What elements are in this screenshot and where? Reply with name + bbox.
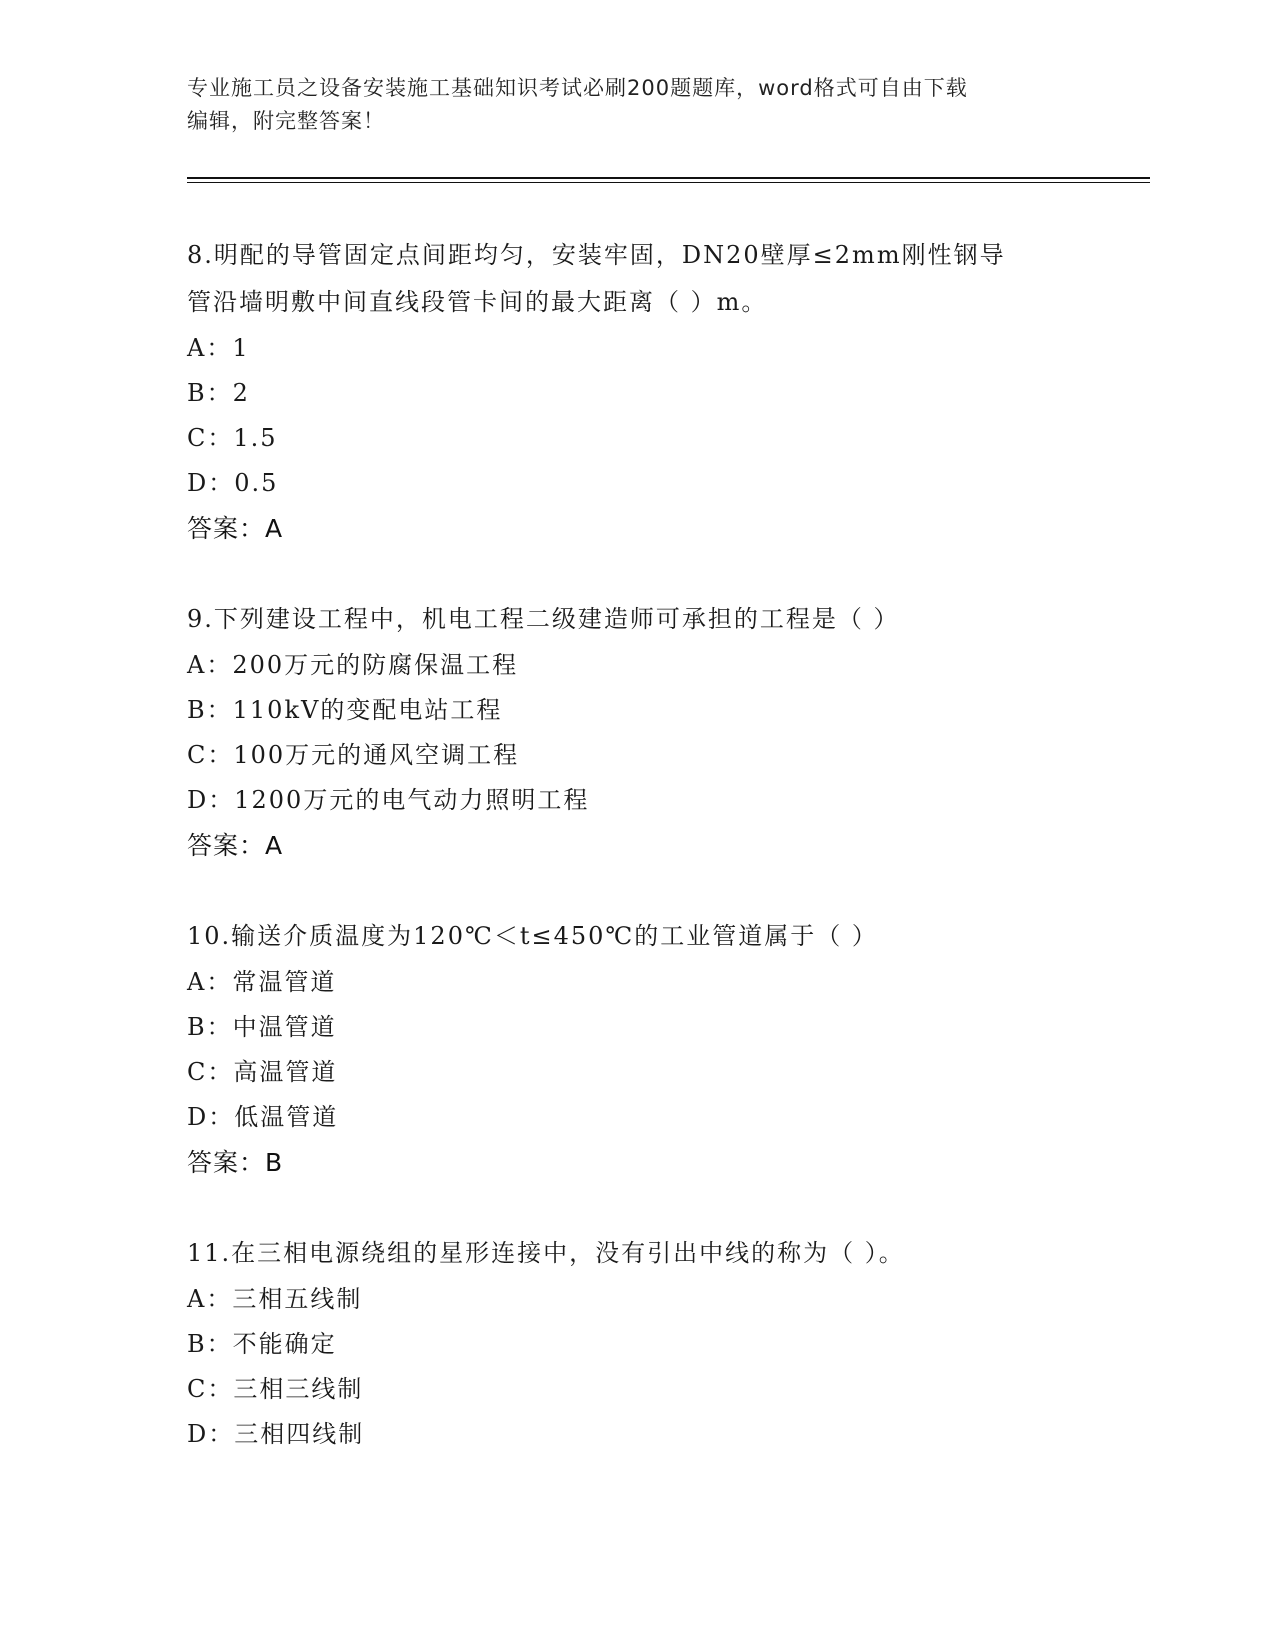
option-value: 2 xyxy=(232,379,250,407)
question-text-line-1: 11.在三相电源绕组的星形连接中，没有引出中线的称为（ ）。 xyxy=(187,1239,905,1267)
option-key: D： xyxy=(187,786,235,814)
option-key: C： xyxy=(187,741,234,769)
option-value: 三相三线制 xyxy=(233,1375,364,1403)
option-value: 三相五线制 xyxy=(232,1285,363,1313)
option-value: 110kV的变配电站工程 xyxy=(232,696,503,724)
option-a xyxy=(187,1277,1087,1322)
option-key: A： xyxy=(187,968,233,996)
option-key: D： xyxy=(187,1103,235,1131)
question-text-line-1: 8.明配的导管固定点间距均匀，安装牢固，DN20壁厚≤2mm刚性钢导 xyxy=(187,241,1006,269)
option-key: B： xyxy=(187,1330,233,1358)
option-value: 100万元的通风空调工程 xyxy=(233,741,520,769)
option-key: B： xyxy=(187,1013,233,1041)
option-value: 0.5 xyxy=(234,469,279,497)
header-divider-thick xyxy=(187,177,1150,179)
document-header xyxy=(187,72,1087,138)
option-key: B： xyxy=(187,696,233,724)
option-b xyxy=(187,1005,1087,1050)
option-key: A： xyxy=(187,1285,233,1313)
answer-label: 答案：A xyxy=(187,831,284,860)
header-line-1: 专业施工员之设备安装施工基础知识考试必刷200题题库，word格式可自由下载 xyxy=(187,76,968,100)
option-c xyxy=(187,1050,1087,1095)
option-key: C： xyxy=(187,1058,234,1086)
option-a xyxy=(187,960,1087,1005)
header-divider-thin xyxy=(187,182,1150,183)
question-11 xyxy=(187,1230,1087,1457)
option-b xyxy=(187,688,1087,733)
option-d xyxy=(187,1095,1087,1140)
option-key: A： xyxy=(187,334,233,362)
option-key: C： xyxy=(187,1375,234,1403)
option-c xyxy=(187,416,1087,461)
option-key: D： xyxy=(187,469,235,497)
question-8 xyxy=(187,232,1087,552)
option-key: B： xyxy=(187,379,233,407)
question-text-line-1: 9.下列建设工程中，机电工程二级建造师可承担的工程是（ ） xyxy=(187,605,900,633)
option-key: D： xyxy=(187,1420,235,1448)
answer-label: 答案：A xyxy=(187,514,284,543)
option-value: 三相四线制 xyxy=(234,1420,365,1448)
option-d xyxy=(187,461,1087,506)
option-value: 不能确定 xyxy=(232,1330,337,1358)
option-value: 1.5 xyxy=(233,424,278,452)
option-key: A： xyxy=(187,651,233,679)
option-b xyxy=(187,1322,1087,1367)
question-text-line-2: 管沿墙明敷中间直线段管卡间的最大距离（ ）m。 xyxy=(187,288,768,316)
option-value: 低温管道 xyxy=(234,1103,339,1131)
option-a xyxy=(187,643,1087,688)
option-value: 高温管道 xyxy=(233,1058,338,1086)
option-value: 中温管道 xyxy=(232,1013,337,1041)
question-9 xyxy=(187,596,1087,869)
option-c xyxy=(187,1367,1087,1412)
option-key: C： xyxy=(187,424,234,452)
option-b xyxy=(187,371,1087,416)
option-d xyxy=(187,1412,1087,1457)
header-line-2: 编辑，附完整答案！ xyxy=(187,109,385,133)
option-d xyxy=(187,778,1087,823)
option-value: 常温管道 xyxy=(232,968,337,996)
option-value: 1 xyxy=(232,334,250,362)
answer-label: 答案：B xyxy=(187,1148,284,1177)
option-value: 1200万元的电气动力照明工程 xyxy=(234,786,590,814)
option-a xyxy=(187,326,1087,371)
option-value: 200万元的防腐保温工程 xyxy=(232,651,519,679)
question-10 xyxy=(187,913,1087,1186)
question-text-line-1: 10.输送介质温度为120℃＜t≤450℃的工业管道属于（ ） xyxy=(187,922,878,950)
question-list xyxy=(187,232,1087,1501)
option-c xyxy=(187,733,1087,778)
